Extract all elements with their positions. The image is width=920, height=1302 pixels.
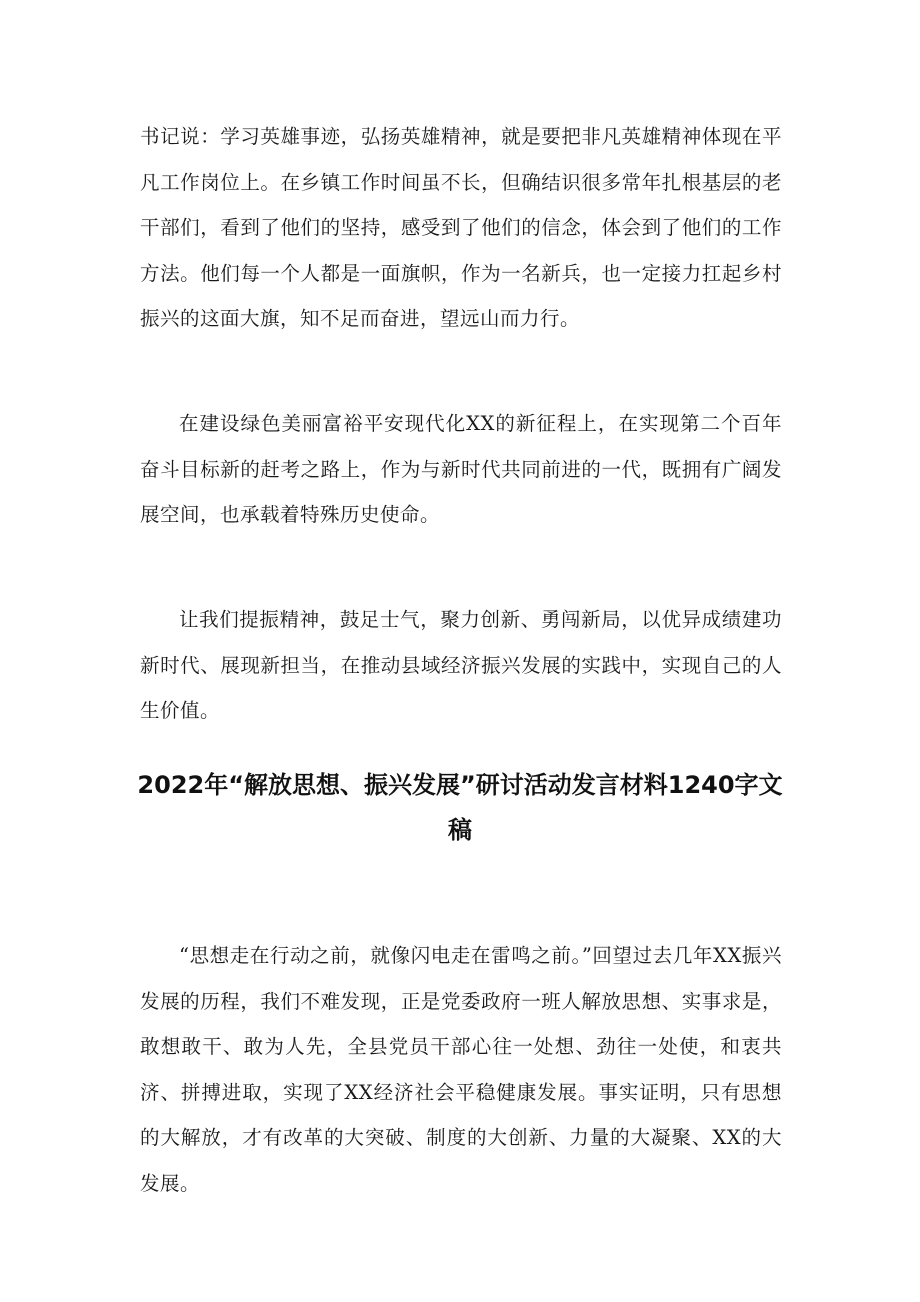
paragraph-3: 让我们提振精神，鼓足士气，聚力创新、勇闯新局，以优异成绩建功新时代、展现新担当，在推动县域经济振兴发展的实践中，实现自己的人生价值。: [140, 608, 782, 723]
body-paragraph: “思想走在行动之前，就像闪电走在雷鸣之前。”回望过去几年XX振兴发展的历程，我们不难发现，正是党委政府一班人解放思想、实事求是，敢想敢干、敢为人先，全县党员干部心往一处想、劲往一处使，和衷共济、拼搏进取，实现了XX经济社会平稳健康发展。事实证明，只有思想的大解放，才有改革的大突破、制度的大创新、力量的大凝聚、XX的大发展。: [140, 944, 782, 1195]
article-heading: 2022年“解放思想、振兴发展”研讨活动发言材料1240字文稿: [137, 771, 783, 844]
paragraph-1: 书记说：学习英雄事迹，弘扬英雄精神，就是要把非凡英雄精神体现在平凡工作岗位上。在乡镇工作时间虽不长，但确结识很多常年扎根基层的老干部们，看到了他们的坚持，感受到了他们的信念，体会到了他们的工作方法。他们每一个人都是一面旗帜，作为一名新兵，也一定接力扛起乡村振兴的这面大旗，知不足而奋进，望远山而力行。: [140, 125, 782, 331]
paragraph-2: 在建设绿色美丽富裕平安现代化XX的新征程上，在实现第二个百年奋斗目标新的赶考之路上，作为与新时代共同前进的一代，既拥有广阔发展空间，也承载着特殊历史使命。: [140, 412, 782, 527]
